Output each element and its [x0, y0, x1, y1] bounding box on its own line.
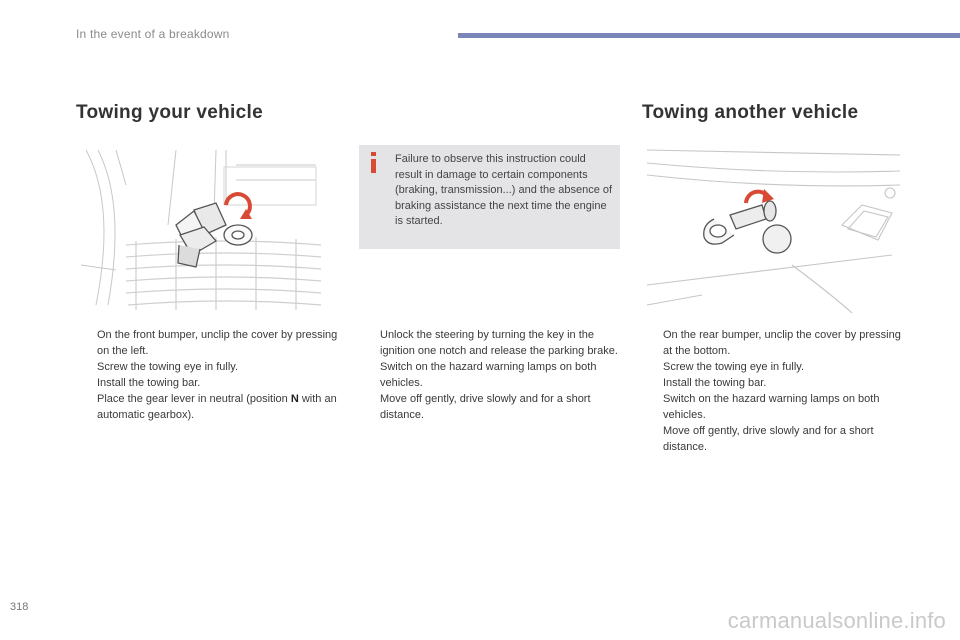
list-item: Install the towing bar. [97, 377, 201, 389]
info-icon [367, 151, 381, 175]
list-item: Switch on the hazard warning lamps on both vehicles. [663, 393, 880, 421]
section-header: In the event of a breakdown [76, 27, 230, 41]
list-item: Screw the towing eye in fully. [663, 361, 805, 373]
towing-your-vehicle-title: Towing your vehicle [76, 102, 263, 123]
list-item: Screw the towing eye in fully. [97, 361, 239, 373]
list-item: On the front bumper, unclip the cover by pressing on the left. [97, 329, 338, 357]
gear-position-n: N [290, 393, 299, 405]
watermark: carmanualsonline.info [727, 608, 946, 633]
list-item: Install the towing bar. [663, 377, 767, 389]
list-item: Place the gear lever in neutral (position N with an automatic gearbox). [97, 393, 337, 421]
header-accent-bar [458, 33, 960, 38]
info-note [359, 145, 620, 249]
list-item: Unlock the steering by turning the key in the ignition one notch and release the parking brake. [380, 329, 618, 357]
front-bumper-towing-eye-illustration [76, 145, 336, 315]
rear-bumper-towing-eye-illustration [642, 145, 904, 315]
list-item: Switch on the hazard warning lamps on both vehicles. [380, 361, 597, 389]
info-note-text: Failure to observe this instruction could result in damage to certain components (braking, transmission...) and the absence of braking assistance the next time the engine is started. [395, 153, 613, 228]
towing-middle-steps [359, 327, 624, 423]
list-item: On the rear bumper, unclip the cover by pressing at the bottom. [663, 329, 901, 357]
towing-your-vehicle-steps [76, 327, 338, 423]
towing-another-vehicle-steps [642, 327, 907, 455]
list-item: Move off gently, drive slowly and for a short distance. [380, 393, 591, 421]
towing-another-vehicle-title: Towing another vehicle [642, 102, 859, 123]
list-item: Move off gently, drive slowly and for a short distance. [663, 425, 874, 453]
page-number: 318 [10, 601, 29, 613]
